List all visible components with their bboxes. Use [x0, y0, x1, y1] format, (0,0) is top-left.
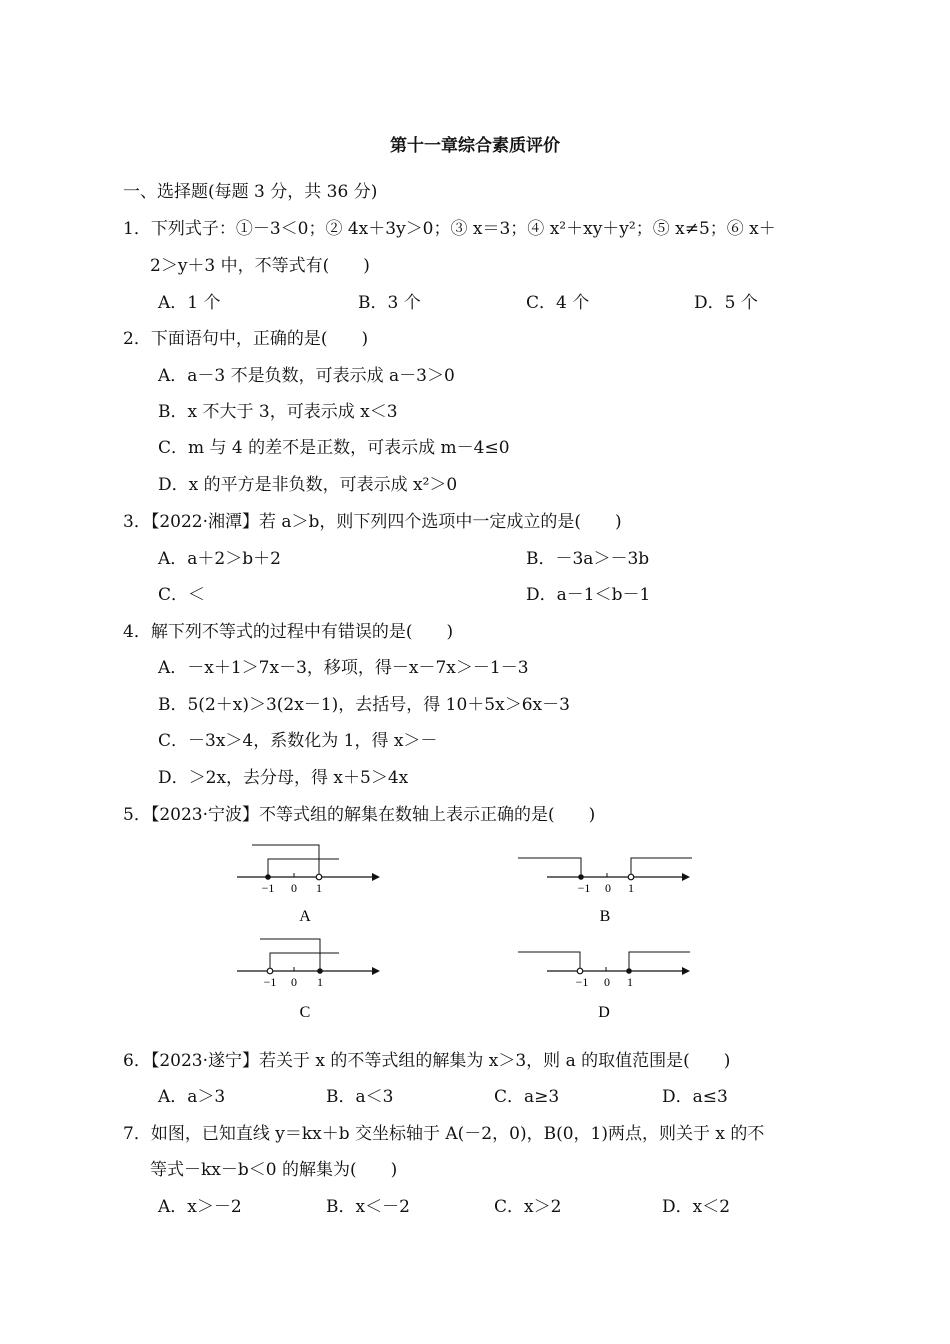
tick-label: 0 — [291, 881, 297, 895]
q7-option-b: B．x＜－2 — [326, 1197, 410, 1217]
q3-option-a: A．a＋2＞b＋2 — [158, 549, 281, 569]
q4-option-d: D．＞2x，去分母，得 x＋5＞4x — [158, 768, 409, 788]
q3-option-b: B．－3a＞－3b — [526, 549, 650, 569]
tick-label: 1 — [628, 881, 634, 895]
option-label-d: D — [598, 1004, 610, 1021]
tick-label: −1 — [261, 881, 275, 895]
tick-label: 0 — [605, 881, 611, 895]
q1-stem-line2: 2＞y＋3 中，不等式有( ) — [150, 256, 370, 276]
q7-option-d: D．x＜2 — [662, 1197, 731, 1217]
tick-label: 1 — [316, 881, 322, 895]
q6-option-d: D．a≤3 — [662, 1087, 728, 1107]
q1-option-b: B．3 个 — [358, 293, 421, 313]
q6-option-a: A．a＞3 — [158, 1087, 226, 1107]
q1-stem-line1: 1．下列式子：①－3＜0；② 4x＋3y＞0；③ x＝3；④ x²＋xy＋y²；⑤ x≠5；⑥ x＋ — [123, 219, 776, 239]
q2-stem: 2．下面语句中，正确的是( ) — [123, 329, 369, 349]
tick-label: 0 — [291, 975, 297, 989]
q3-option-d: D．a－1＜b－1 — [526, 585, 651, 605]
tick-label: 1 — [317, 975, 323, 989]
q4-option-a: A．－x＋1＞7x－3，移项，得－x－7x＞－1－3 — [158, 658, 529, 678]
q6-stem: 6．【2023·遂宁】若关于 x 的不等式组的解集为 x＞3，则 a 的取值范围是( ) — [123, 1051, 731, 1071]
q1-option-c: C．4 个 — [526, 293, 590, 313]
number-line-c — [232, 934, 382, 1024]
tick-label: −1 — [263, 975, 277, 989]
tick-label: −1 — [577, 881, 591, 895]
q7-stem-line2: 等式－kx－b＜0 的解集为( ) — [150, 1160, 398, 1180]
q5-stem: 5．【2023·宁波】不等式组的解集在数轴上表示正确的是( ) — [123, 805, 596, 825]
q2-option-d: D．x 的平方是非负数，可表示成 x²＞0 — [158, 475, 458, 495]
q7-stem-line1: 7．如图，已知直线 y＝kx＋b 交坐标轴于 A(－2，0)，B(0，1)两点，则关于 x 的不 — [123, 1124, 765, 1144]
q2-option-a: A．a－3 不是负数，可表示成 a－3＞0 — [158, 366, 455, 386]
option-label-b: B — [599, 908, 611, 925]
section-heading: 一、选择题(每题 3 分，共 36 分) — [123, 182, 378, 202]
number-line-a — [232, 840, 382, 930]
number-line-b — [512, 840, 702, 930]
q6-option-c: C．a≥3 — [494, 1087, 560, 1107]
q1-option-a: A．1 个 — [158, 293, 221, 313]
option-label-a: A — [299, 908, 311, 925]
q3-option-c: C．＜ — [158, 585, 206, 605]
tick-label: 1 — [627, 975, 633, 989]
page-title: 第十一章综合素质评价 — [390, 136, 560, 156]
q6-option-b: B．a＜3 — [326, 1087, 394, 1107]
q2-option-b: B．x 不大于 3，可表示成 x＜3 — [158, 402, 398, 422]
q3-stem: 3．【2022·湘潭】若 a＞b，则下列四个选项中一定成立的是( ) — [123, 512, 622, 532]
q4-option-c: C．－3x＞4，系数化为 1，得 x＞－ — [158, 731, 438, 751]
q7-option-c: C．x＞2 — [494, 1197, 562, 1217]
option-label-c: C — [299, 1004, 311, 1021]
tick-label: −1 — [575, 975, 589, 989]
tick-label: 0 — [604, 975, 610, 989]
q4-option-b: B．5(2＋x)＞3(2x－1)，去括号，得 10＋5x＞6x－3 — [158, 695, 570, 715]
q4-stem: 4．解下列不等式的过程中有错误的是( ) — [123, 622, 454, 642]
q7-option-a: A．x＞－2 — [158, 1197, 242, 1217]
q1-option-d: D．5 个 — [694, 293, 758, 313]
q2-option-c: C．m 与 4 的差不是正数，可表示成 m－4≤0 — [158, 438, 510, 458]
number-line-d — [512, 934, 702, 1024]
